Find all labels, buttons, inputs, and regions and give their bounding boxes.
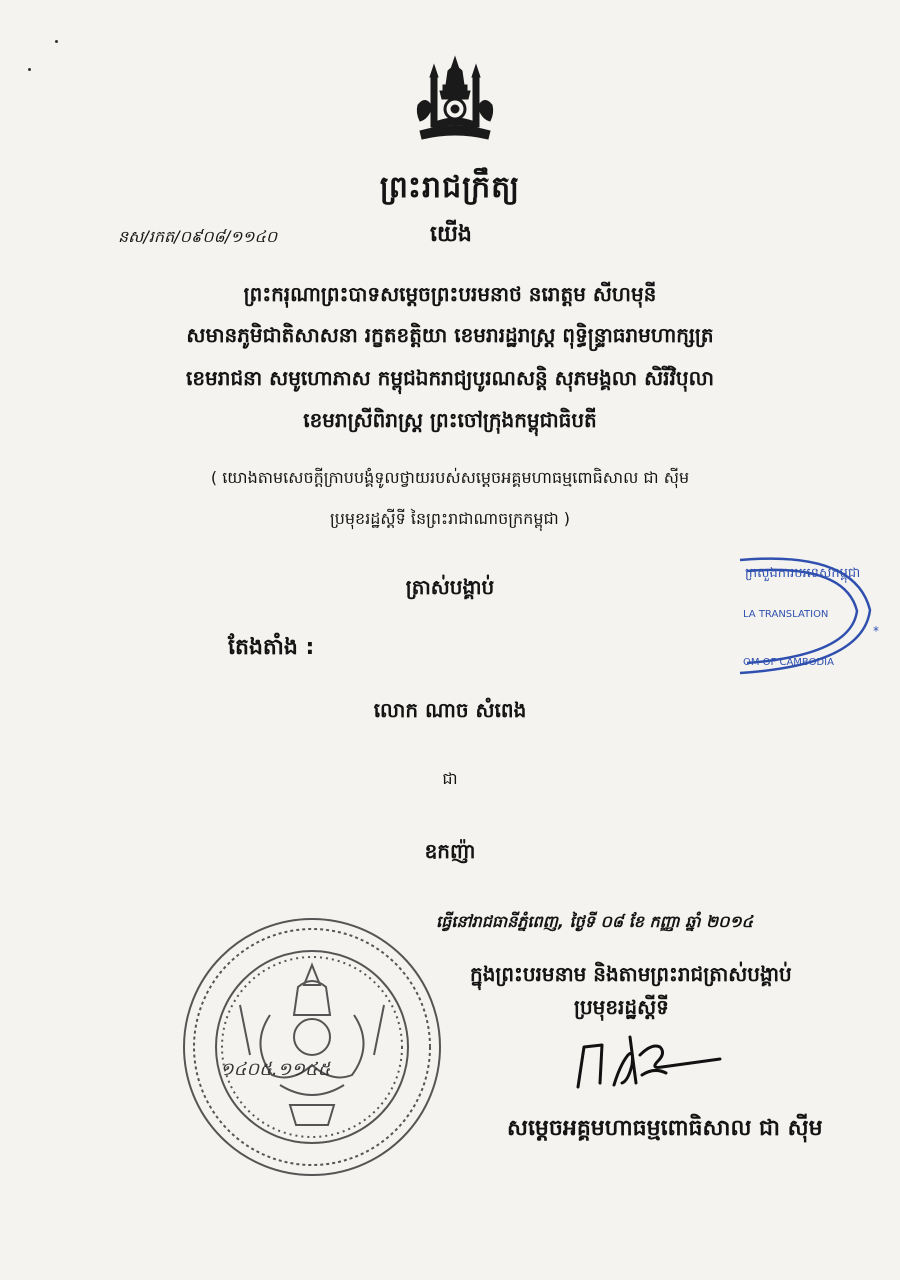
king-title-line-3: ខេមរាជនា សមូហោភាស កម្ពុជឯករាជ្យបូរណសន្តិ សុភមង្គលា សិរីវិបុលា: [186, 366, 714, 390]
ja-word: ជា: [442, 769, 458, 788]
king-title-line-4: ខេមរាស្រីពិរាស្ត្រ ព្រះចៅក្រុងកម្ពុជាធិបតី: [303, 408, 597, 432]
signatory-name: សម្តេចអគ្គមហាធម្មពោធិសាល ជា ស៊ីម: [507, 1116, 823, 1141]
appoint-label: តែងតាំង :: [228, 635, 315, 660]
translation-stamp: [735, 555, 895, 675]
appointed-position: ឧកញ៉ា: [424, 839, 476, 863]
svg-text:*: *: [873, 624, 879, 638]
document-title: ព្រះរាជក្រឹត្យ: [379, 170, 521, 205]
royal-emblem-icon: [410, 55, 500, 145]
speck: [28, 68, 31, 71]
reference-number: នស/រកត/០៩០៨/១១៤០: [118, 227, 278, 246]
speck: [55, 40, 58, 43]
stamp-middle-text: LA TRANSLATION: [743, 609, 829, 620]
date-line: ធ្វើនៅរាជធានីភ្នំពេញ, ថ្ងៃទី ០៨ ខែ កញ្ញា ឆ្នាំ ២០១៤: [436, 912, 753, 931]
we-heading: យើង: [430, 222, 472, 247]
stamp-bottom-text: OM OF CAMBODIA: [743, 657, 834, 668]
reference-line-2: ប្រមុខរដ្ឋស្តីទី នៃព្រះរាជាណាចក្រកម្ពុជា ): [329, 509, 571, 528]
handwritten-signature: [570, 1025, 730, 1095]
signature-block-line-1: ក្នុងព្រះបរមនាម និងតាមព្រះរាជត្រាស់បង្គាប់: [470, 962, 792, 986]
signature-block-line-2: ប្រមុខរដ្ឋស្តីទី: [574, 995, 669, 1019]
decree-word: ត្រាស់បង្គាប់: [405, 575, 495, 599]
king-title-line-2: សមានភូមិជាតិសាសនា រក្ខតខត្តិយា ខេមរារដ្ឋរាស្ត្រ ពុទ្ធិន្ទ្រាធរាមហាក្សត្រ: [186, 323, 714, 347]
stamp-top-text: ក្រសួងការបរទេសកម្ពុជា: [745, 566, 861, 581]
king-title-line-1: ព្រះករុណាព្រះបាទសម្តេចព្រះបរមនាថ នរោត្តម សីហមុនី: [243, 282, 657, 306]
reference-line-1: ( យោងតាមសេចក្តីក្រាបបង្គំទូលថ្វាយរបស់សម្តេចអគ្គមហាធម្មពោធិសាល ជា ស៊ីម: [210, 468, 690, 487]
appointee-name: លោក ណាច សំពេង: [373, 698, 527, 722]
royal-seal-icon: [180, 915, 445, 1180]
seal-handwritten-number: ១៤០៥.១១៤៥: [220, 1059, 331, 1080]
